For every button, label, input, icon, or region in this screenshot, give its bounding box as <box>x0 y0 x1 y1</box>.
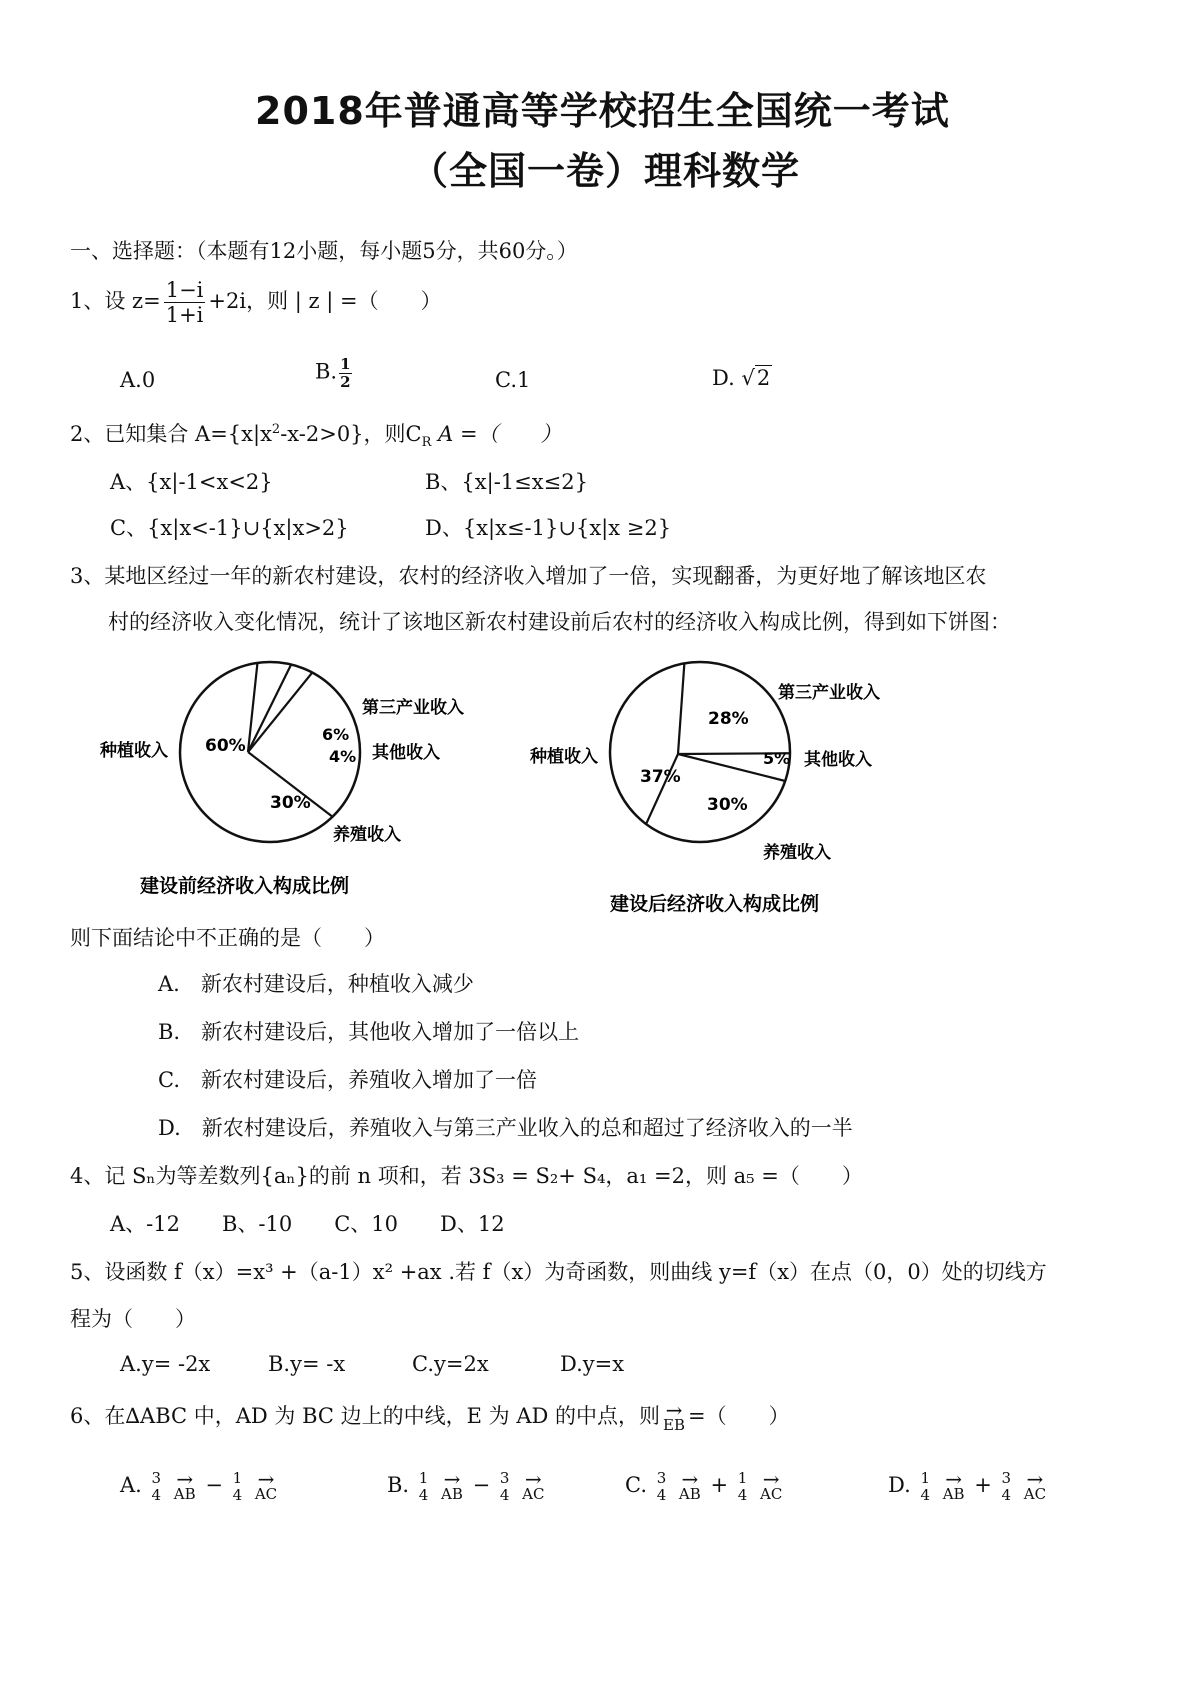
question-6-stem: 6、在∆ABC 中，AD 为 BC 边上的中线，E 为 AD 的中点，则 → EB =（ ） <box>70 1398 790 1434</box>
pie-before-pct-breeding: 30% <box>270 793 311 813</box>
fraction: $\frac{1-i}{1+i}$ <box>165 278 204 328</box>
pie-after-pct-tertiary: 28% <box>708 709 749 729</box>
q3-option-d[interactable]: D. 新农村建设后，养殖收入与第三产业收入的总和超过了经济收入的一半 <box>158 1116 853 1140</box>
q2-option-d[interactable]: D、{x|x≤-1}∪{x|x ≥2} <box>425 516 672 540</box>
q4-options[interactable]: A、-12 B、-10 C、10 D、12 <box>110 1212 505 1236</box>
q2-option-b[interactable]: B、{x|-1≤x≤2} <box>425 470 588 494</box>
pie-before-pct-planting: 60% <box>205 736 246 756</box>
pie-before-label-breeding: 养殖收入 <box>333 825 401 845</box>
q5-option-d[interactable]: D.y=x <box>560 1352 625 1376</box>
vector-eb: → EB <box>663 1398 686 1434</box>
pie-before-pct-tertiary: 6% <box>322 725 350 744</box>
question-1-stem: 1、设 z= $\frac{1-i}{1+i}$ +2i，则 | z | =（ ） <box>70 278 442 328</box>
page-title-line1: 2018年普通高等学校招生全国统一考试 <box>255 89 950 133</box>
q6-option-b[interactable]: B. 1 4 → AB − 3 4 → AC <box>387 1467 545 1504</box>
pie-before-label-tertiary: 第三产业收入 <box>362 698 464 718</box>
pie-before-slice-boundary <box>248 663 257 752</box>
pie-after-pct-breeding: 30% <box>707 795 748 815</box>
pie-after-title: 建设后经济收入构成比例 <box>610 893 820 915</box>
q1-option-c[interactable]: C.1 <box>495 368 531 392</box>
pie-after-label-breeding: 养殖收入 <box>763 843 831 863</box>
q6-option-c[interactable]: C. 3 4 → AB + 1 4 → AC <box>625 1467 783 1504</box>
pie-after-slice-boundary <box>646 754 678 824</box>
q2-option-a[interactable]: A、{x|-1<x<2} <box>110 470 273 494</box>
q5-option-c[interactable]: C.y=2x <box>412 1352 489 1376</box>
page-title-line2: （全国一卷）理科数学 <box>410 149 801 193</box>
pie-after-pct-other: 5% <box>763 749 791 768</box>
section-header: 一、选择题：（本题有12小题，每小题5分，共60分。） <box>70 239 578 263</box>
pie-before-title: 建设前经济收入构成比例 <box>140 875 350 897</box>
question-3-prompt: 则下面结论中不正确的是（ ） <box>70 926 385 950</box>
q2-option-c[interactable]: C、{x|x<-1}∪{x|x>2} <box>110 516 349 540</box>
q1-option-b[interactable]: B. $\frac{1}{2}$ <box>315 355 351 391</box>
question-3-stem-line1: 3、某地区经过一年的新农村建设，农村的经济收入增加了一倍，实现翻番，为更好地了解该地区农 <box>70 564 987 588</box>
pie-after-label-other: 其他收入 <box>804 750 872 770</box>
pie-before-label-planting: 种植收入 <box>100 741 168 761</box>
q3-option-a[interactable]: A. 新农村建设后，种植收入减少 <box>158 972 474 996</box>
q3-option-b[interactable]: B. 新农村建设后，其他收入增加了一倍以上 <box>158 1020 580 1044</box>
q5-option-b[interactable]: B.y= -x <box>268 1352 346 1376</box>
q5-option-a[interactable]: A.y= -2x <box>120 1352 211 1376</box>
question-3-stem-line2: 村的经济收入变化情况，统计了该地区新农村建设前后农村的经济收入构成比例，得到如下饼图： <box>108 610 1011 634</box>
pie-after-slice-boundary <box>678 663 684 754</box>
q6-option-d[interactable]: D. 1 4 → AB + 3 4 → AC <box>888 1467 1047 1504</box>
pie-after-label-planting: 种植收入 <box>530 747 598 767</box>
q6-option-a[interactable]: A. 3 4 → AB − 1 4 → AC <box>120 1467 278 1504</box>
question-4-stem: 4、记 Sₙ为等差数列{aₙ}的前 n 项和，若 3S₃ = S₂+ S₄，a₁ =2，则 a₅ =（ ） <box>70 1164 863 1188</box>
pie-after-label-tertiary: 第三产业收入 <box>778 683 880 703</box>
question-5-stem-line2: 程为（ ） <box>70 1307 196 1331</box>
question-2-stem: 2、已知集合 $A=\{x|x^2-x-2>0\}$，则$C_R$ A =（ ） <box>70 422 562 451</box>
q3-option-c[interactable]: C. 新农村建设后，养殖收入增加了一倍 <box>158 1068 537 1092</box>
pie-before-pct-other: 4% <box>329 747 357 766</box>
q1-option-d[interactable]: D. √2 <box>712 366 771 390</box>
pie-before-label-other: 其他收入 <box>372 743 440 763</box>
question-5-stem-line1: 5、设函数 f（x）=x³ +（a-1）x² +ax .若 f（x）为奇函数，则曲线 y=f（x）在点（0，0）处的切线方 <box>70 1260 1047 1284</box>
pie-charts <box>0 660 1200 920</box>
q1-option-a[interactable]: A.0 <box>120 368 156 392</box>
pie-after-pct-planting: 37% <box>640 767 681 787</box>
